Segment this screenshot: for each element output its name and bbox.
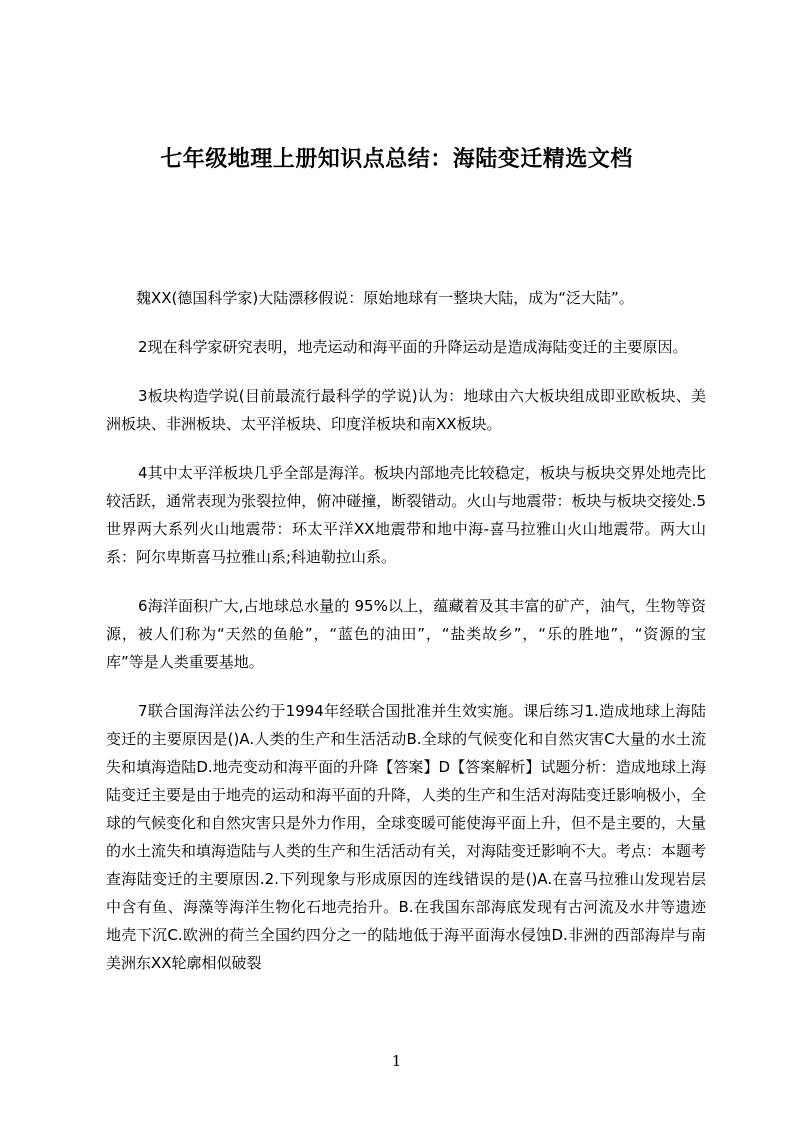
- paragraph-5: 6海洋面积广大,占地球总水量的 95%以上，蕴藏着及其丰富的矿产，油气，生物等资源，被人们称为“天然的鱼舱”，“蓝色的油田”，“盐类故乡”，“乐的胜地”，“资源的宝库”等是人类重要基地。: [106, 597, 706, 671]
- document-title: 七年级地理上册知识点总结：海陆变迁精选文档: [160, 147, 633, 172]
- paragraph-3: 3板块构造学说(目前最流行最科学的学说)认为：地球由六大板块组成即亚欧板块、美洲板块、非洲板块、太平洋板块、印度洋板块和南XX板块。: [106, 387, 706, 433]
- document-body: [106, 284, 706, 998]
- paragraph-4: 4其中太平洋板块几乎全部是海洋。板块内部地壳比较稳定，板块与板块交界处地壳比较活跃，通常表现为张裂拉伸，俯冲碰撞，断裂错动。火山与地震带：板块与板块交接处.5世界两大系列火山地震带：环太平洋XX地震带和地中海-喜马拉雅山火山地震带。两大山系：阿尔卑斯喜马拉雅山系;科迪勒拉山系。: [106, 464, 706, 566]
- paragraph-1: 魏XX(德国科学家)大陆漂移假说：原始地球有一整块大陆，成为“泛大陆”。: [136, 289, 634, 307]
- paragraph-6: 7联合国海洋法公约于1994年经联合国批准并生效实施。课后练习1.造成地球上海陆变迁的主要原因是()A.人类的生产和生活活动B.全球的气候变化和自然灾害C大量的水土流失和填海造陆D.地壳变动和海平面的升降【答案】D【答案解析】试题分析：造成地球上海陆变迁主要是由于地壳的运动和海平面的升降，人类的生产和生活对海陆变迁影响极小，全球的气候变化和自然灾害只是外力作用，全球变暖可能使海平面上升，但不是主要的，大量的水土流失和填海造陆与人类的生产和生活活动有关，对海陆变迁影响不大。考点：本题考查海陆变迁的主要原因.2.下列现象与形成原因的连线错误的是()A.在喜马拉雅山发现岩层中含有鱼、海藻等海洋生物化石地壳抬升。B.在我国东部海底发现有古河流及水井等遗迹地壳下沉C.欧洲的荷兰全国约四分之一的陆地低于海平面海水侵蚀D.非洲的西部海岸与南美洲东XX轮廓相似破裂: [106, 702, 707, 972]
- paragraph-2: 2现在科学家研究表明，地壳运动和海平面的升降运动是造成海陆变迁的主要原因。: [138, 338, 688, 356]
- page-number: 1: [391, 1052, 402, 1070]
